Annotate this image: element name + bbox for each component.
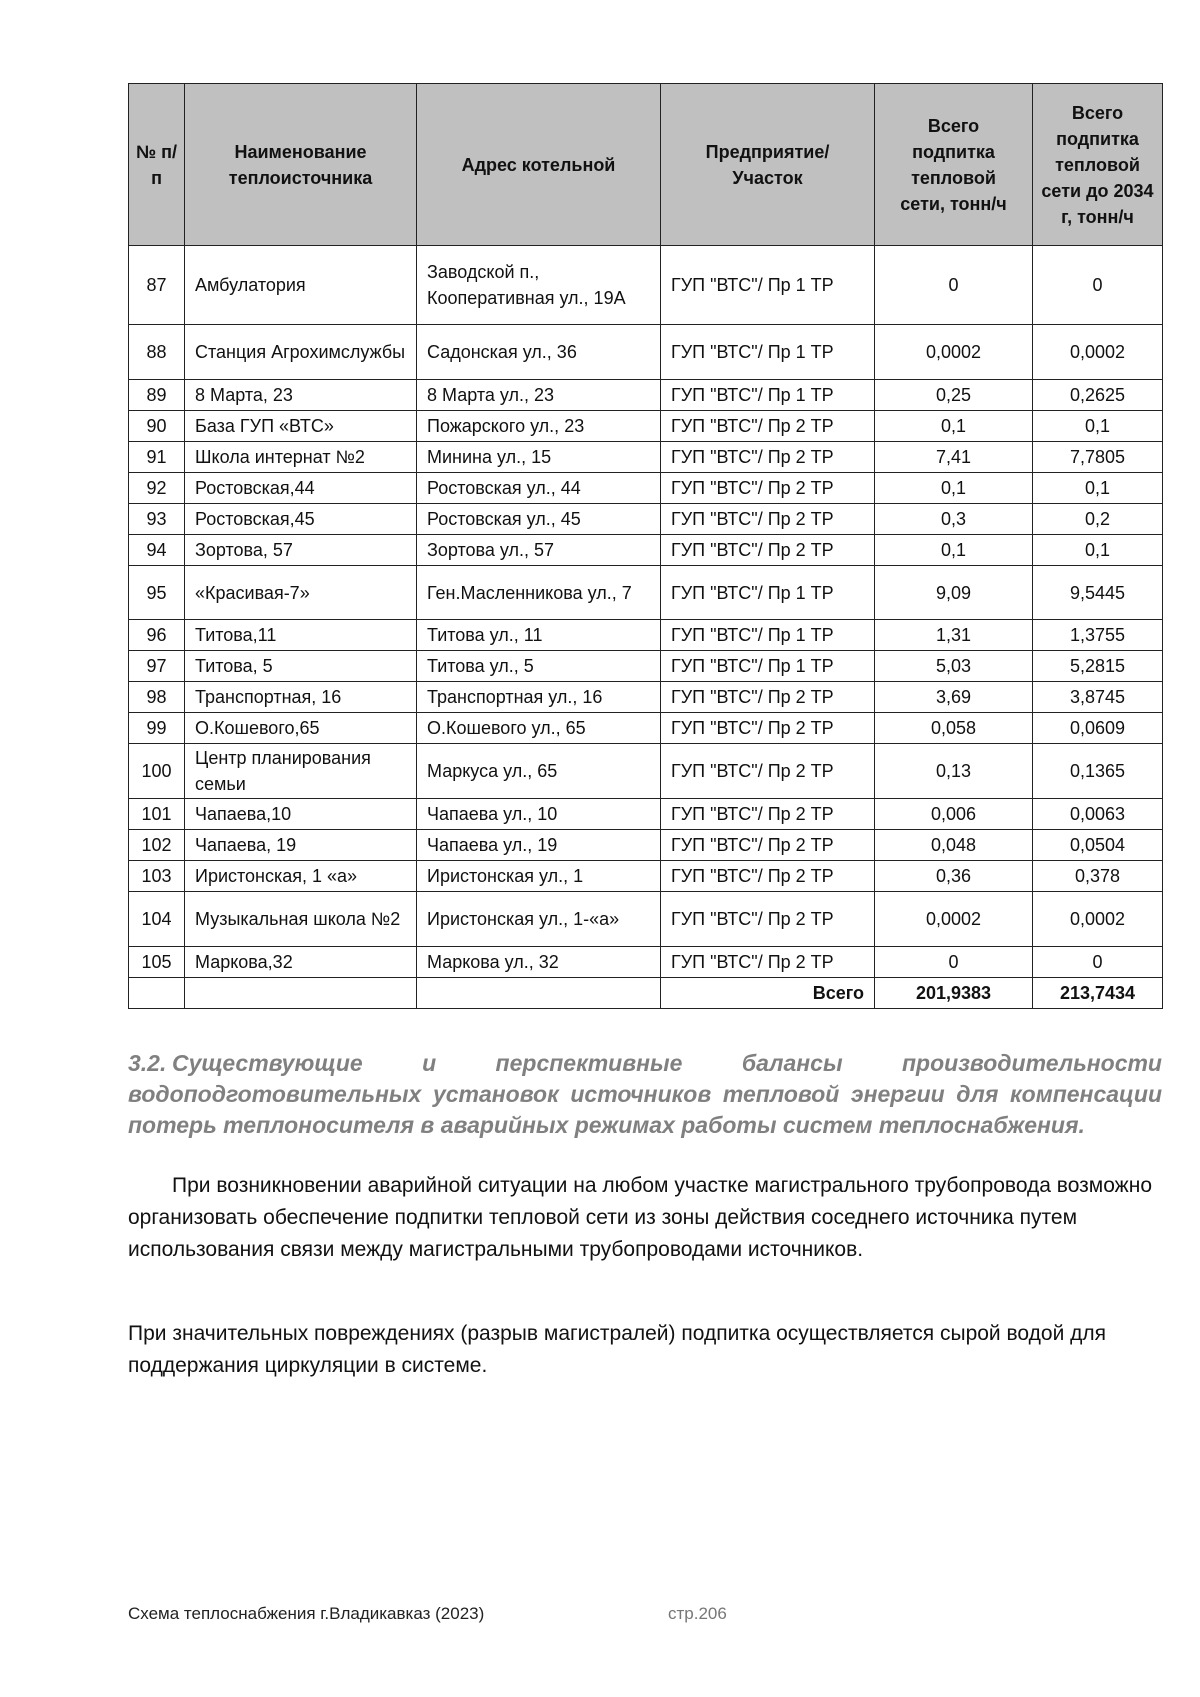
- table-row: [129, 566, 1163, 620]
- row-number: 96: [129, 620, 185, 651]
- row-current-makeup: 0,13: [875, 744, 1033, 799]
- row-address: Минина ул., 15: [417, 442, 661, 473]
- total-current-makeup: 201,9383: [875, 978, 1033, 1009]
- row-number: 104: [129, 892, 185, 947]
- table-row: [129, 830, 1163, 861]
- footer-page-number: стр.206: [668, 1604, 727, 1623]
- row-enterprise: ГУП "ВТС"/ Пр 2 ТР: [661, 830, 875, 861]
- paragraph-emergency-makeup: При возникновении аварийной ситуации на любом участке магистрального трубопровода возможно организовать обеспечение подпитки тепловой сети из зоны действия соседнего источника путем использования связи между магистральными трубопроводами источников.: [128, 1174, 1152, 1261]
- table-row: [129, 651, 1163, 682]
- row-source-name: «Красивая-7»: [185, 566, 417, 620]
- header-enterprise: Предприятие/ Участок: [661, 84, 875, 246]
- row-source-name: Центр планирования семьи: [185, 744, 417, 799]
- row-enterprise: ГУП "ВТС"/ Пр 2 ТР: [661, 504, 875, 535]
- row-number: 87: [129, 246, 185, 325]
- row-number: 92: [129, 473, 185, 504]
- row-address: Титова ул., 5: [417, 651, 661, 682]
- row-address: Пожарского ул., 23: [417, 411, 661, 442]
- total-empty-cell: [185, 978, 417, 1009]
- row-number: 99: [129, 713, 185, 744]
- row-address: Маркова ул., 32: [417, 947, 661, 978]
- row-number: 102: [129, 830, 185, 861]
- table-row: [129, 325, 1163, 380]
- row-makeup-2034: 0,1: [1033, 535, 1163, 566]
- row-address: Ростовская ул., 45: [417, 504, 661, 535]
- row-current-makeup: 0,0002: [875, 892, 1033, 947]
- header-current-makeup: Всего подпитка тепловой сети, тонн/ч: [875, 84, 1033, 246]
- table-row: [129, 947, 1163, 978]
- footer-document-title: Схема теплоснабжения г.Владикавказ (2023): [128, 1604, 485, 1623]
- row-address: Заводской п., Кооперативная ул., 19А: [417, 246, 661, 325]
- table-row: [129, 380, 1163, 411]
- makeup-water-table: [128, 83, 1163, 1009]
- row-enterprise: ГУП "ВТС"/ Пр 1 ТР: [661, 620, 875, 651]
- row-makeup-2034: 9,5445: [1033, 566, 1163, 620]
- row-current-makeup: 0: [875, 947, 1033, 978]
- row-number: 90: [129, 411, 185, 442]
- row-makeup-2034: 0,0609: [1033, 713, 1163, 744]
- row-enterprise: ГУП "ВТС"/ Пр 1 ТР: [661, 566, 875, 620]
- row-current-makeup: 0,1: [875, 411, 1033, 442]
- section-title: Существующие и перспективные балансы производительности водоподготовительных установок источников тепловой энергии для компенсации потерь теплоносителя в аварийных режимах работы систем теплоснабжения.: [128, 1050, 1162, 1138]
- row-address: Ростовская ул., 44: [417, 473, 661, 504]
- row-number: 93: [129, 504, 185, 535]
- row-makeup-2034: 0,1365: [1033, 744, 1163, 799]
- row-source-name: Станция Агрохимслужбы: [185, 325, 417, 380]
- row-number: 94: [129, 535, 185, 566]
- row-address: Иристонская ул., 1: [417, 861, 661, 892]
- row-current-makeup: 0,006: [875, 799, 1033, 830]
- total-empty-cell: [417, 978, 661, 1009]
- row-source-name: Школа интернат №2: [185, 442, 417, 473]
- row-number: 98: [129, 682, 185, 713]
- row-number: 89: [129, 380, 185, 411]
- row-current-makeup: 0,25: [875, 380, 1033, 411]
- table-row: [129, 892, 1163, 947]
- row-makeup-2034: 0,2625: [1033, 380, 1163, 411]
- row-makeup-2034: 7,7805: [1033, 442, 1163, 473]
- row-number: 100: [129, 744, 185, 799]
- header-makeup-2034: Всего подпитка тепловой сети до 2034 г, тонн/ч: [1033, 84, 1163, 246]
- row-enterprise: ГУП "ВТС"/ Пр 2 ТР: [661, 535, 875, 566]
- row-source-name: 8 Марта, 23: [185, 380, 417, 411]
- header-address: Адрес котельной: [417, 84, 661, 246]
- table-row: [129, 504, 1163, 535]
- table-row: [129, 473, 1163, 504]
- row-enterprise: ГУП "ВТС"/ Пр 2 ТР: [661, 411, 875, 442]
- row-makeup-2034: 5,2815: [1033, 651, 1163, 682]
- row-makeup-2034: 0,0002: [1033, 892, 1163, 947]
- row-current-makeup: 0,3: [875, 504, 1033, 535]
- row-enterprise: ГУП "ВТС"/ Пр 2 ТР: [661, 892, 875, 947]
- row-makeup-2034: 0,1: [1033, 473, 1163, 504]
- row-address: Зортова ул., 57: [417, 535, 661, 566]
- row-enterprise: ГУП "ВТС"/ Пр 2 ТР: [661, 473, 875, 504]
- row-source-name: Чапаева, 19: [185, 830, 417, 861]
- row-source-name: Титова, 5: [185, 651, 417, 682]
- section-heading: [128, 1048, 1162, 1141]
- row-enterprise: ГУП "ВТС"/ Пр 1 ТР: [661, 246, 875, 325]
- row-address: Чапаева ул., 10: [417, 799, 661, 830]
- table-total-row: [129, 978, 1163, 1009]
- table-row: [129, 744, 1163, 799]
- row-makeup-2034: 0,378: [1033, 861, 1163, 892]
- row-current-makeup: 5,03: [875, 651, 1033, 682]
- paragraph-major-damage: При значительных повреждениях (разрыв магистралей) подпитка осуществляется сырой водой для поддержания циркуляции в системе.: [128, 1322, 1107, 1377]
- table-row: [129, 713, 1163, 744]
- row-enterprise: ГУП "ВТС"/ Пр 2 ТР: [661, 947, 875, 978]
- row-enterprise: ГУП "ВТС"/ Пр 2 ТР: [661, 442, 875, 473]
- table-body: [129, 246, 1163, 1009]
- row-enterprise: ГУП "ВТС"/ Пр 2 ТР: [661, 799, 875, 830]
- table-row: [129, 246, 1163, 325]
- row-current-makeup: 0,058: [875, 713, 1033, 744]
- row-makeup-2034: 0,0063: [1033, 799, 1163, 830]
- row-enterprise: ГУП "ВТС"/ Пр 1 ТР: [661, 380, 875, 411]
- row-current-makeup: 0: [875, 246, 1033, 325]
- row-number: 103: [129, 861, 185, 892]
- row-number: 88: [129, 325, 185, 380]
- row-number: 97: [129, 651, 185, 682]
- row-address: 8 Марта ул., 23: [417, 380, 661, 411]
- header-number: № п/п: [129, 84, 185, 246]
- row-source-name: Чапаева,10: [185, 799, 417, 830]
- row-number: 91: [129, 442, 185, 473]
- row-current-makeup: 1,31: [875, 620, 1033, 651]
- row-source-name: Зортова, 57: [185, 535, 417, 566]
- total-makeup-2034: 213,7434: [1033, 978, 1163, 1009]
- row-source-name: База ГУП «ВТС»: [185, 411, 417, 442]
- row-enterprise: ГУП "ВТС"/ Пр 2 ТР: [661, 861, 875, 892]
- row-address: Транспортная ул., 16: [417, 682, 661, 713]
- row-makeup-2034: 0,1: [1033, 411, 1163, 442]
- row-address: О.Кошевого ул., 65: [417, 713, 661, 744]
- makeup-water-table-container: [128, 83, 1162, 1009]
- row-address: Маркуса ул., 65: [417, 744, 661, 799]
- row-makeup-2034: 0,2: [1033, 504, 1163, 535]
- row-makeup-2034: 0,0002: [1033, 325, 1163, 380]
- table-row: [129, 682, 1163, 713]
- row-enterprise: ГУП "ВТС"/ Пр 2 ТР: [661, 744, 875, 799]
- total-empty-cell: [129, 978, 185, 1009]
- row-enterprise: ГУП "ВТС"/ Пр 1 ТР: [661, 651, 875, 682]
- row-current-makeup: 0,36: [875, 861, 1033, 892]
- table-header-row: [129, 84, 1163, 246]
- row-current-makeup: 9,09: [875, 566, 1033, 620]
- row-address: Иристонская ул., 1-«а»: [417, 892, 661, 947]
- row-source-name: Ростовская,44: [185, 473, 417, 504]
- total-label: Всего: [661, 978, 875, 1009]
- row-current-makeup: 0,048: [875, 830, 1033, 861]
- row-source-name: Транспортная, 16: [185, 682, 417, 713]
- row-makeup-2034: 0,0504: [1033, 830, 1163, 861]
- row-address: Садонская ул., 36: [417, 325, 661, 380]
- table-row: [129, 442, 1163, 473]
- table-row: [129, 799, 1163, 830]
- row-makeup-2034: 1,3755: [1033, 620, 1163, 651]
- row-current-makeup: 0,1: [875, 473, 1033, 504]
- row-makeup-2034: 3,8745: [1033, 682, 1163, 713]
- row-number: 105: [129, 947, 185, 978]
- row-address: Чапаева ул., 19: [417, 830, 661, 861]
- row-current-makeup: 0,0002: [875, 325, 1033, 380]
- row-number: 101: [129, 799, 185, 830]
- row-source-name: Амбулатория: [185, 246, 417, 325]
- row-source-name: Музыкальная школа №2: [185, 892, 417, 947]
- row-current-makeup: 3,69: [875, 682, 1033, 713]
- row-address: Титова ул., 11: [417, 620, 661, 651]
- row-makeup-2034: 0: [1033, 246, 1163, 325]
- section-number: 3.2.: [128, 1050, 167, 1076]
- row-current-makeup: 0,1: [875, 535, 1033, 566]
- row-number: 95: [129, 566, 185, 620]
- row-enterprise: ГУП "ВТС"/ Пр 1 ТР: [661, 325, 875, 380]
- row-source-name: Иристонская, 1 «а»: [185, 861, 417, 892]
- row-enterprise: ГУП "ВТС"/ Пр 2 ТР: [661, 682, 875, 713]
- row-source-name: Титова,11: [185, 620, 417, 651]
- row-makeup-2034: 0: [1033, 947, 1163, 978]
- table-row: [129, 861, 1163, 892]
- table-row: [129, 535, 1163, 566]
- row-source-name: Маркова,32: [185, 947, 417, 978]
- row-enterprise: ГУП "ВТС"/ Пр 2 ТР: [661, 713, 875, 744]
- row-source-name: Ростовская,45: [185, 504, 417, 535]
- row-current-makeup: 7,41: [875, 442, 1033, 473]
- header-source-name: Наименование теплоисточника: [185, 84, 417, 246]
- row-source-name: О.Кошевого,65: [185, 713, 417, 744]
- table-row: [129, 411, 1163, 442]
- row-address: Ген.Масленникова ул., 7: [417, 566, 661, 620]
- table-row: [129, 620, 1163, 651]
